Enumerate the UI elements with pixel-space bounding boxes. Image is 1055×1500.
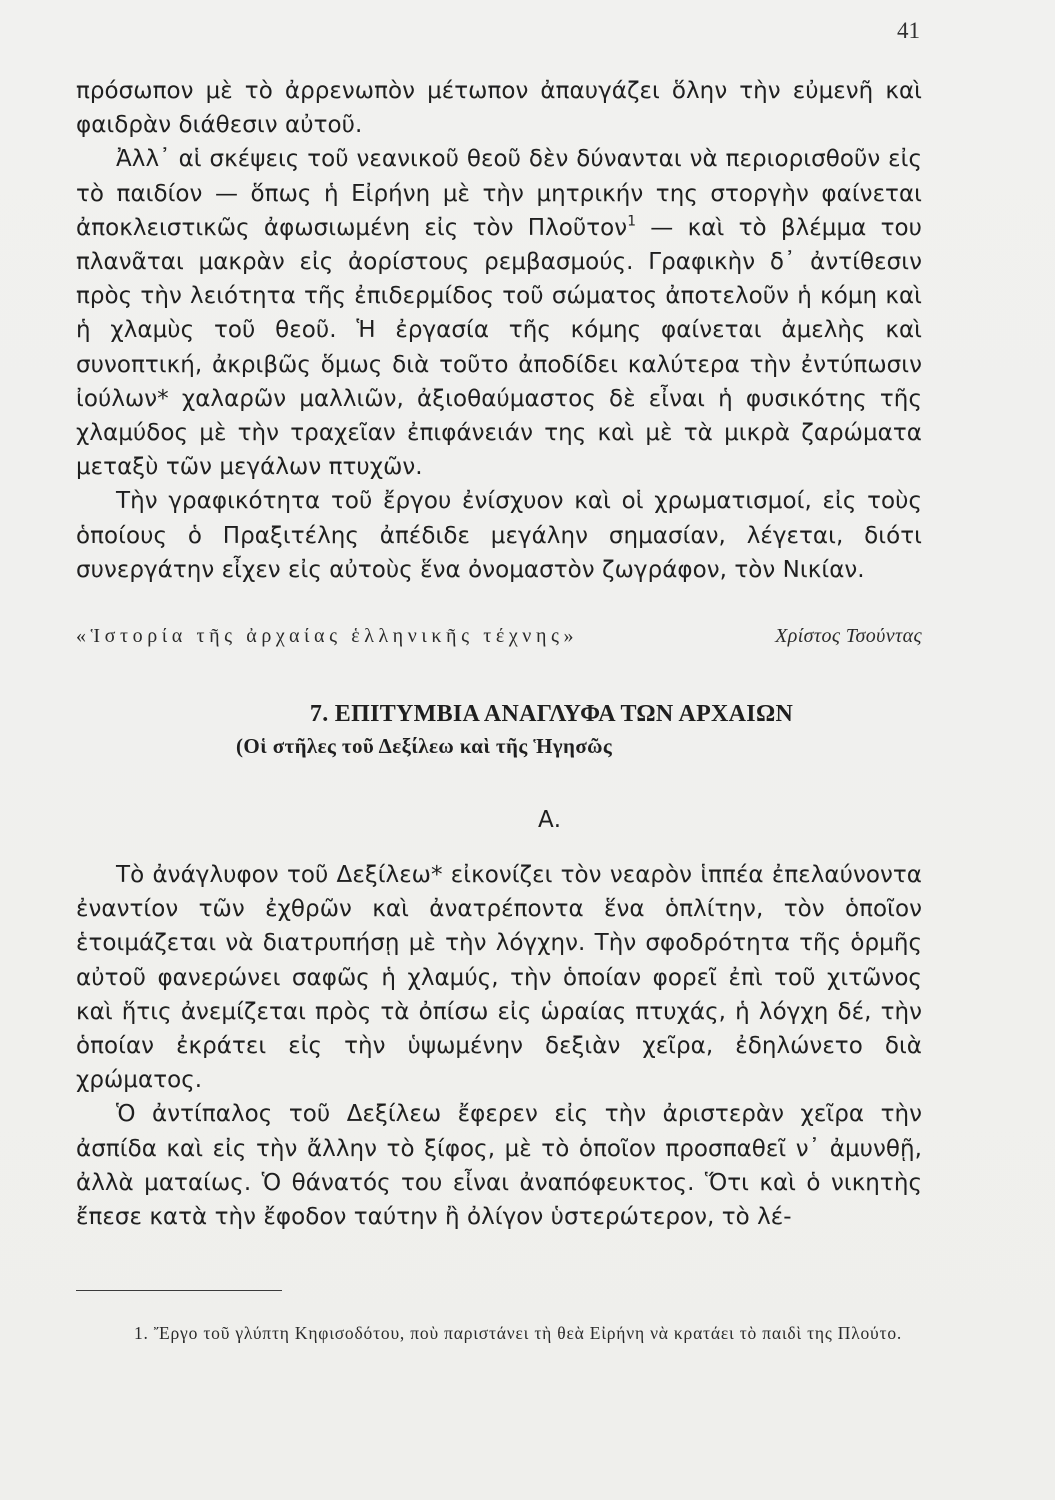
paragraph-text: — καὶ τὸ βλέμμα του πλανᾶται μακρὰν εἰς ἀορίστους ρεμβασμούς. Γραφικὴν δ᾽ ἀντίθεσιν πρὸς τὴν λειότητα τῆς ἐπιδερμίδος τοῦ σώματος ἀποτελοῦν ἡ κόμη καὶ ἡ χλαμὺς τοῦ θεοῦ. Ἡ ἐργασία τῆς κόμης φαίνεται ἀμελὴς καὶ συνοπτική, ἀκριβῶς ὅμως διὰ τοῦτο ἀποδίδει καλύτερα τὴν ἐντύπωσιν ἰούλων* χαλαρῶν μαλλιῶν, ἀξιοθαύμαστος δὲ εἶναι ἡ φυσικότης τῆς χλαμύδος μὲ τὴν τραχεῖαν ἐπιφάνειάν της καὶ μὲ τὰ μικρὰ ζαρώματα μεταξὺ τῶν μεγάλων πτυχῶν. (76, 214, 923, 481)
paragraph: πρόσωπον μὲ τὸ ἀρρενωπὸν μέτωπον ἀπαυγάζει ὅλην τὴν εὐμενῆ καὶ φαιδρὰν διάθεσιν αὐτοῦ. (76, 78, 922, 139)
footnote: 1. Ἔργο τοῦ γλύπτη Κηφισοδότου, ποὺ παριστάνει τὴ θεὰ Εἰρήνη νὰ κρατάει τὸ παιδὶ της Πλούτο. (134, 1323, 903, 1343)
paragraph (76, 142, 922, 484)
paragraph-text: Ἀλλ᾽ αἱ σκέψεις τοῦ νεανικοῦ θεοῦ δὲν δύνανται νὰ περιορισθοῦν εἰς τὸ παιδίον — ὅπως ἡ Εἰρήνη μὲ τὴν μητρικήν της στοργὴν φαίνεται ἀποκλειστικῶς ἀφωσιωμένη εἰς τὸν Πλοῦτον (76, 146, 922, 241)
footnote-divider (76, 1290, 282, 1291)
citation-work-title: «Ἱστορία τῆς ἀρχαίας ἑλληνικῆς τέχνης» (76, 625, 579, 647)
section-praxiteles-text (76, 74, 922, 587)
chapter-subtitle: (Οἱ στῆλες τοῦ Δεξίλεω καὶ τῆς Ἡγησῶς (236, 734, 613, 758)
source-citation (76, 625, 922, 648)
paragraph: Ὁ ἀντίπαλος τοῦ Δεξίλεω ἔφερεν εἰς τὴν ἀριστερὰν χεῖρα τὴν ἀσπίδα καὶ εἰς τὴν ἄλλην τὸ ξίφος, μὲ τὸ ὁποῖον προσπαθεῖ ν᾽ ἀμυνθῇ, ἀλλὰ ματαίως. Ὁ θάνατός του εἶναι ἀναπόφευκτος. Ὅτι καὶ ὁ νικητὴς ἔπεσε κατὰ τὴν ἔφοδον ταύτην ἢ ὀλίγον ὑστερώτερον, τὸ λέ- (76, 1101, 922, 1231)
citation-author: Χρίστος Τσούντας (775, 625, 922, 647)
chapter-title: 7. ΕΠΙΤΥΜΒΙΑ ΑΝΑΓΛΥΦΑ ΤΩΝ ΑΡΧΑΙΩΝ (309, 701, 794, 727)
paragraph: Τὸ ἀνάγλυφον τοῦ Δεξίλεω* εἰκονίζει τὸν νεαρὸν ἱππέα ἐπελαύνοντα ἐναντίον τῶν ἐχθρῶν καὶ ἀνατρέποντα ἕνα ὁπλίτην, τὸν ὁποῖον ἑτοιμάζεται νὰ διατρυπήσῃ μὲ τὴν λόγχην. Τὴν σφοδρότητα τῆς ὁρμῆς αὐτοῦ φανερώνει σαφῶς ἡ χλαμύς, τὴν ὁποίαν φορεῖ ἐπὶ τοῦ χιτῶνος καὶ ἥτις ἀνεμίζεται πρὸς τὰ ὀπίσω εἰς ὡραίας πτυχάς, ἡ λόγχη δέ, τὴν ὁποίαν ἐκράτει εἰς τὴν ὑψωμένην δεξιὰν χεῖρα, ἐδηλώνετο διὰ χρώματος. (76, 862, 922, 1094)
page-number: 41 (897, 18, 920, 43)
section-dexileos-text (76, 858, 922, 1234)
paragraph: Τὴν γραφικότητα τοῦ ἔργου ἐνίσχυον καὶ οἱ χρωματισμοί, εἰς τοὺς ὁποίους ὁ Πραξιτέλης ἀπέδιδε μεγάλην σημασίαν, λέγεται, διότι συνεργάτην εἶχεν εἰς αὐτοὺς ἕνα ὀνομαστὸν ζωγράφον, τὸν Νικίαν. (76, 488, 922, 583)
footnote-marker: 1 (627, 213, 637, 230)
section-letter: Α. (537, 807, 562, 833)
